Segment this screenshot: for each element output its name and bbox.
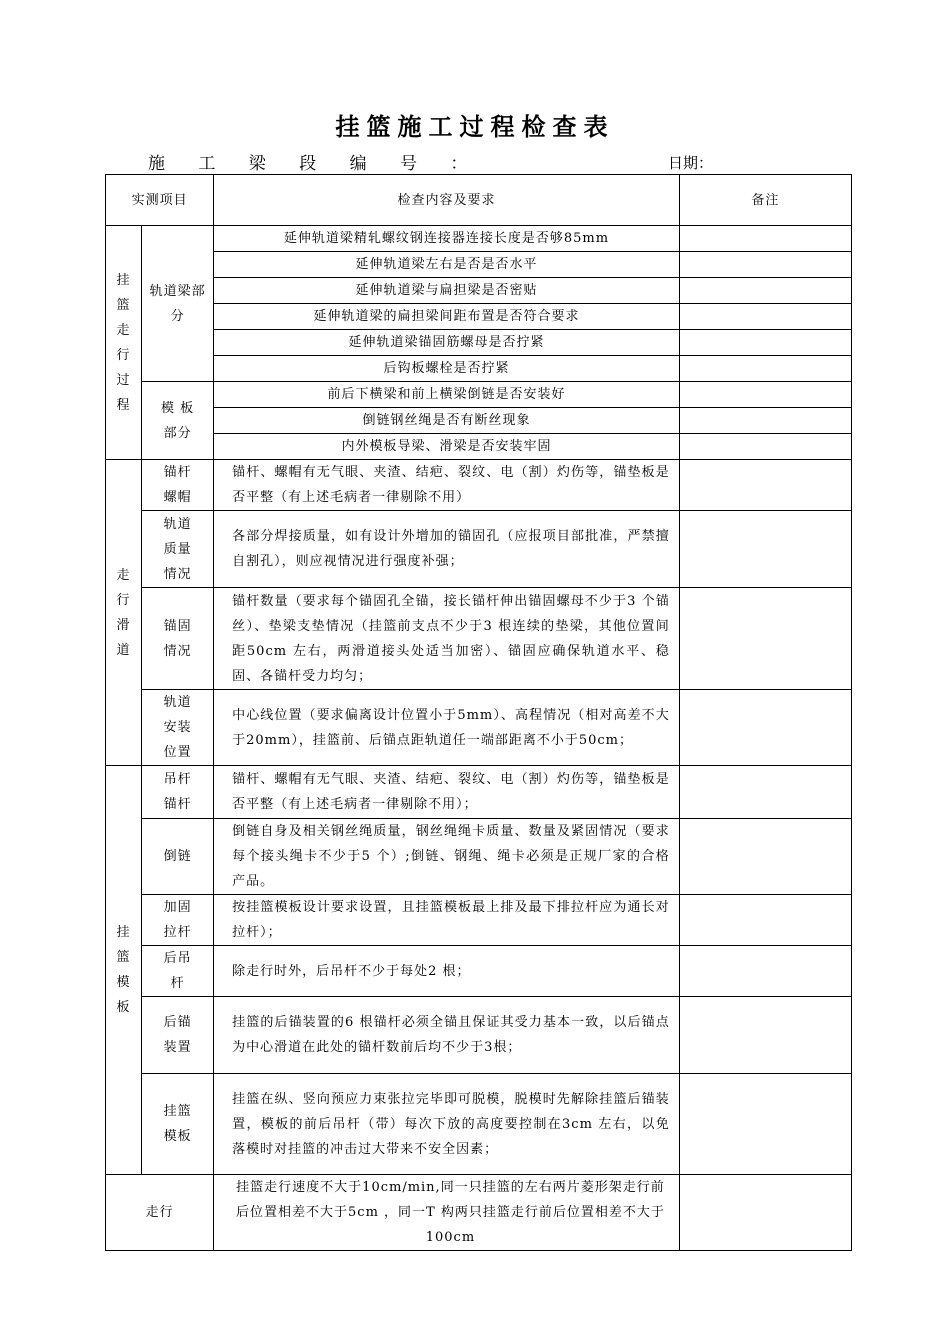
remark-cell [679, 1074, 851, 1175]
subgroup-label: 模 板 部分 [142, 382, 214, 460]
group-label: 挂篮走行过程 [106, 226, 142, 460]
table-row [106, 382, 852, 408]
table-row [106, 1074, 852, 1175]
remark-cell [679, 408, 851, 434]
item-label: 后锚装置 [142, 997, 214, 1074]
remark-cell [679, 252, 851, 278]
remark-cell [679, 226, 851, 252]
header-item: 实测项目 [106, 175, 214, 226]
header-remark: 备注 [679, 175, 851, 226]
item-label: 轨道质量情况 [142, 511, 214, 588]
table-row [106, 588, 852, 690]
check-content: 锚杆数量（要求每个锚固孔全锚，接长锚杆伸出锚固螺母不少于3 个锚丝）、垫梁支垫情况（挂篮前支点不少于3 根连续的垫梁，其他位置间距50cm 左右，两滑道接头处适当加密）、锚固应确保轨道水平、稳固、各锚杆受力均匀； [214, 588, 680, 690]
check-content: 中心线位置（要求偏离设计位置小于5mm）、高程情况（相对高差不大于20mm），挂篮前、后锚点距轨道任一端部距离不小于50cm； [214, 690, 680, 766]
check-content: 延伸轨道梁左右是否是否水平 [214, 252, 680, 278]
table-row [106, 252, 852, 278]
table-row [106, 226, 852, 252]
group-label: 走行 [106, 1175, 214, 1251]
remark-cell [679, 382, 851, 408]
table-row [106, 895, 852, 946]
check-content: 后钩板螺栓是否拧紧 [214, 356, 680, 382]
check-content: 延伸轨道梁的扁担梁间距布置是否符合要求 [214, 304, 680, 330]
page-title: 挂篮施工过程检查表 [335, 112, 615, 141]
subgroup-label: 轨道梁部分 [142, 226, 214, 382]
table-row [106, 408, 852, 434]
item-label: 锚固情况 [142, 588, 214, 690]
table-row [106, 511, 852, 588]
remark-cell [679, 588, 851, 690]
remark-cell [679, 690, 851, 766]
check-content: 各部分焊接质量，如有设计外增加的锚固孔（应报项目部批准，严禁擅自割孔），则应视情况进行强度补强； [214, 511, 680, 588]
remark-cell [679, 356, 851, 382]
table-row [106, 356, 852, 382]
table-row [106, 766, 852, 819]
check-content: 除走行时外，后吊杆不少于每处2 根； [214, 946, 680, 997]
remark-cell [679, 330, 851, 356]
remark-cell [679, 946, 851, 997]
header-content: 检查内容及要求 [214, 175, 680, 226]
check-content: 锚杆、螺帽有无气眼、夹渣、结疤、裂纹、电（割）灼伤等，锚垫板是否平整（有上述毛病者一律剔除不用） [214, 460, 680, 511]
item-label: 吊杆锚杆 [142, 766, 214, 819]
segment-number-label: 施 工 梁 段 编 号 ： [148, 154, 482, 174]
group-label: 挂篮模板 [106, 766, 142, 1175]
remark-cell [679, 278, 851, 304]
table-row [106, 304, 852, 330]
remark-cell [679, 1175, 851, 1251]
remark-cell [679, 819, 851, 895]
check-content: 挂篮在纵、竖向预应力束张拉完毕即可脱模，脱模时先解除挂篮后锚装置，模板的前后吊杆（带）每次下放的高度要控制在3cm 左右，以免落模时对挂篮的冲击过大带来不安全因素； [214, 1074, 680, 1175]
check-content: 前后下横梁和前上横梁倒链是否安装好 [214, 382, 680, 408]
item-label: 后吊杆 [142, 946, 214, 997]
group-label: 走行滑道 [106, 460, 142, 766]
table-row [106, 997, 852, 1074]
check-content: 挂篮的后锚装置的6 根锚杆必须全锚且保证其受力基本一致，以后锚点为中心滑道在此处的锚杆数前后均不少于3根； [214, 997, 680, 1074]
check-content: 按挂篮模板设计要求设置，且挂篮模板最上排及最下排拉杆应为通长对拉杆）； [214, 895, 680, 946]
item-label: 挂篮模板 [142, 1074, 214, 1175]
check-content: 延伸轨道梁精轧螺纹钢连接器连接长度是否够85mm [214, 226, 680, 252]
table-row [106, 330, 852, 356]
table-header-row [106, 175, 852, 226]
remark-cell [679, 766, 851, 819]
table-row [106, 460, 852, 511]
item-label: 锚杆螺帽 [142, 460, 214, 511]
remark-cell [679, 434, 851, 460]
item-label: 倒链 [142, 819, 214, 895]
check-content: 延伸轨道梁锚固筋螺母是否拧紧 [214, 330, 680, 356]
check-content: 锚杆、螺帽有无气眼、夹渣、结疤、裂纹、电（割）灼伤等，锚垫板是否平整（有上述毛病者一律剔除不用）； [214, 766, 680, 819]
item-label: 轨道安装位置 [142, 690, 214, 766]
check-content: 倒链钢丝绳是否有断丝现象 [214, 408, 680, 434]
check-content: 挂篮走行速度不大于10cm/min,同一只挂篮的左右两片菱形架走行前后位置相差不大于5cm ，同一T 构两只挂篮走行前后位置相差不大于100cm [214, 1175, 680, 1251]
check-content: 倒链自身及相关钢丝绳质量，钢丝绳绳卡质量、数量及紧固情况（要求每个接头绳卡不少于5 个）;倒链、钢绳、绳卡必须是正规厂家的合格产品。 [214, 819, 680, 895]
remark-cell [679, 895, 851, 946]
date-label: 日期： [668, 154, 714, 172]
table-row [106, 819, 852, 895]
table-row [106, 690, 852, 766]
table-row [106, 946, 852, 997]
remark-cell [679, 511, 851, 588]
table-row [106, 434, 852, 460]
check-content: 延伸轨道梁与扁担梁是否密贴 [214, 278, 680, 304]
remark-cell [679, 460, 851, 511]
inspection-table [105, 174, 852, 1251]
table-row [106, 1175, 852, 1251]
table-row [106, 278, 852, 304]
item-label: 加固拉杆 [142, 895, 214, 946]
remark-cell [679, 997, 851, 1074]
remark-cell [679, 304, 851, 330]
check-content: 内外模板导梁、滑梁是否安装牢固 [214, 434, 680, 460]
